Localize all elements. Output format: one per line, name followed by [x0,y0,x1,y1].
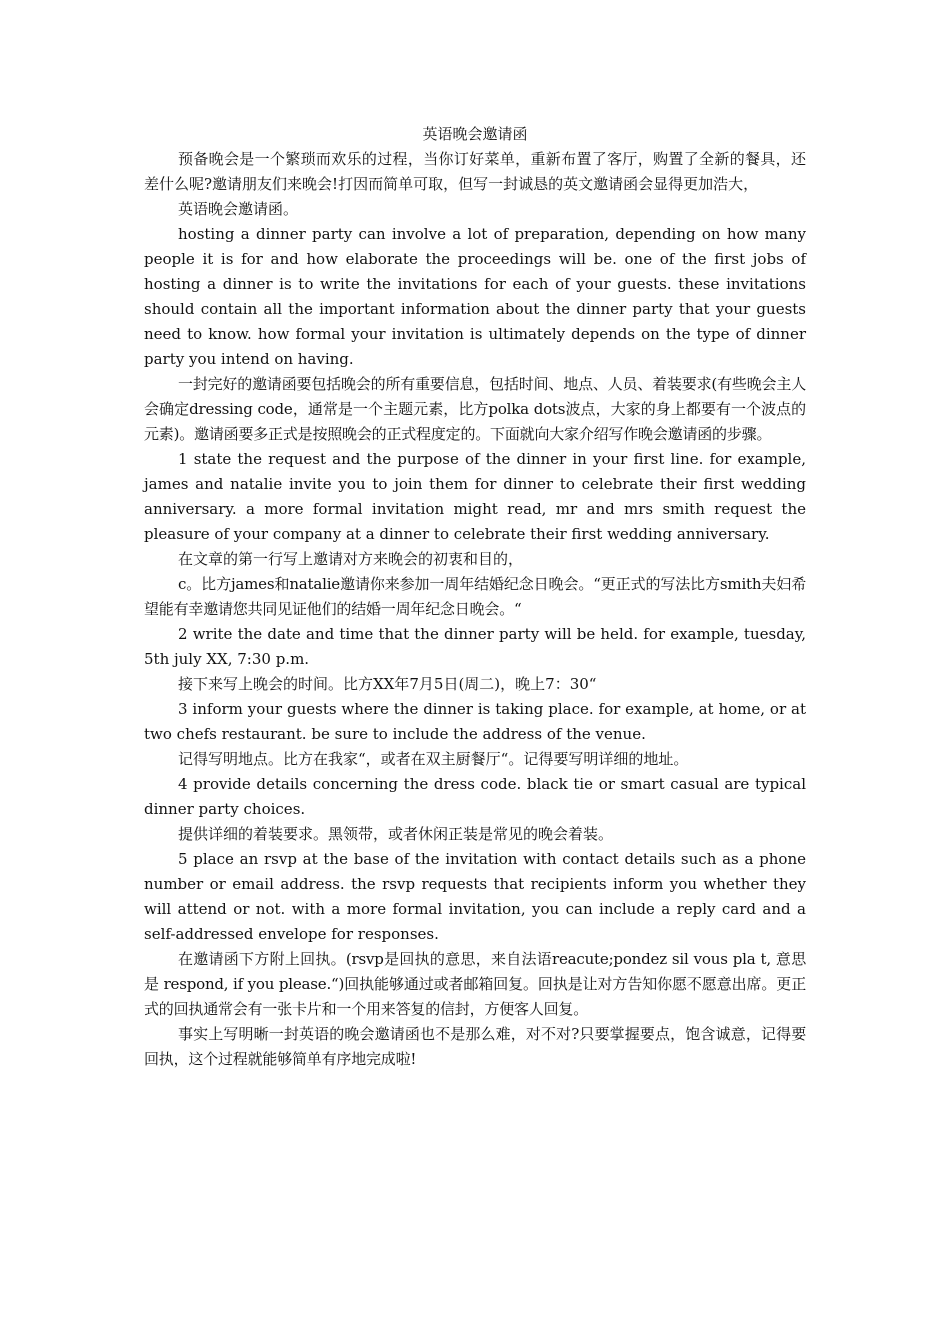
paragraph-step-5-chinese: 在邀请函下方附上回执。(rsvp是回执的意思，来自法语reacute;pondez sil vous pla t, 意思是 respond, if you please.“)回执能够通过或者邮箱回复。回执是让对方告知你愿不愿意出席。更正式的回执通常会有一张卡片和一个用来答复的信封，方便客人回复。 [144,950,806,1018]
paragraph-step-3-chinese: 记得写明地点。比方在我家“，或者在双主厨餐厅“。记得要写明详细的地址。 [178,750,689,768]
paragraph-step-5-english: 5 place an rsvp at the base of the invitation with contact details such as a phone number or email address. the rsvp requests that recipients inform you whether they will attend or not. with a more formal invitation, you can include a reply card and a self-addressed envelope for responses. [144,850,806,943]
paragraph-step-1-english: 1 state the request and the purpose of the dinner in your first line. for example, james and natalie invite you to join them for dinner to celebrate their first wedding anniversary. a more formal invitation might read, mr and mrs smith request the pleasure of your company at a dinner to celebrate their first wedding anniversary. [144,450,806,543]
paragraph-step-4-english: 4 provide details concerning the dress code. black tie or smart casual are typical dinner party choices. [144,775,806,818]
paragraph-step-1-example: c。比方james和natalie邀请你来参加一周年结婚纪念日晚会。“更正式的写法比方smith夫妇希望能有幸邀请您共同见证他们的结婚一周年纪念日晚会。“ [144,575,806,618]
paragraph-english-intro: hosting a dinner party can involve a lot of preparation, depending on how many people it is for and how elaborate the proceedings will be. one of the first jobs of hosting a dinner is to write the invitations for each of your guests. these invitations should contain all the important information about the dinner party that your guests need to know. how formal your invitation is ultimately depends on the type of dinner party you intend on having. [144,225,806,368]
paragraph-step-2-english: 2 write the date and time that the dinner party will be held. for example, tuesday, 5th july XX, 7:30 p.m. [144,625,806,668]
paragraph-step-4-chinese: 提供详细的着装要求。黑领带，或者休闲正装是常见的晚会着装。 [178,825,614,843]
document-page [144,122,806,1072]
document-title: 英语晚会邀请函 [422,125,528,143]
paragraph-intro: 预备晚会是一个繁琐而欢乐的过程，当你订好菜单，重新布置了客厅，购置了全新的餐具，还差什么呢?邀请朋友们来晚会!打因而简单可取，但写一封诚恳的英文邀请函会显得更加浩大， [144,150,806,193]
paragraph-chinese-intro: 一封完好的邀请函要包括晚会的所有重要信息，包括时间、地点、人员、着装要求(有些晚会主人会确定dressing code，通常是一个主题元素，比方polka dots波点，大家的身上都要有一个波点的元素)。邀请函要多正式是按照晚会的正式程度定的。下面就向大家介绍写作晚会邀请函的步骤。 [144,375,806,443]
paragraph-step-2-chinese: 接下来写上晚会的时间。比方XX年7月5日(周二)，晚上7：30“ [178,675,597,693]
paragraph-conclusion: 事实上写明晰一封英语的晚会邀请函也不是那么难，对不对?只要掌握要点，饱含诚意，记得要回执，这个过程就能够简单有序地完成啦! [144,1025,806,1068]
paragraph-step-1-chinese: 在文章的第一行写上邀请对方来晚会的初衷和目的， [178,550,524,568]
paragraph-subtitle: 英语晚会邀请函。 [178,200,299,218]
paragraph-step-3-english: 3 inform your guests where the dinner is taking place. for example, at home, or at two chefs restaurant. be sure to include the address of the venue. [144,700,806,743]
